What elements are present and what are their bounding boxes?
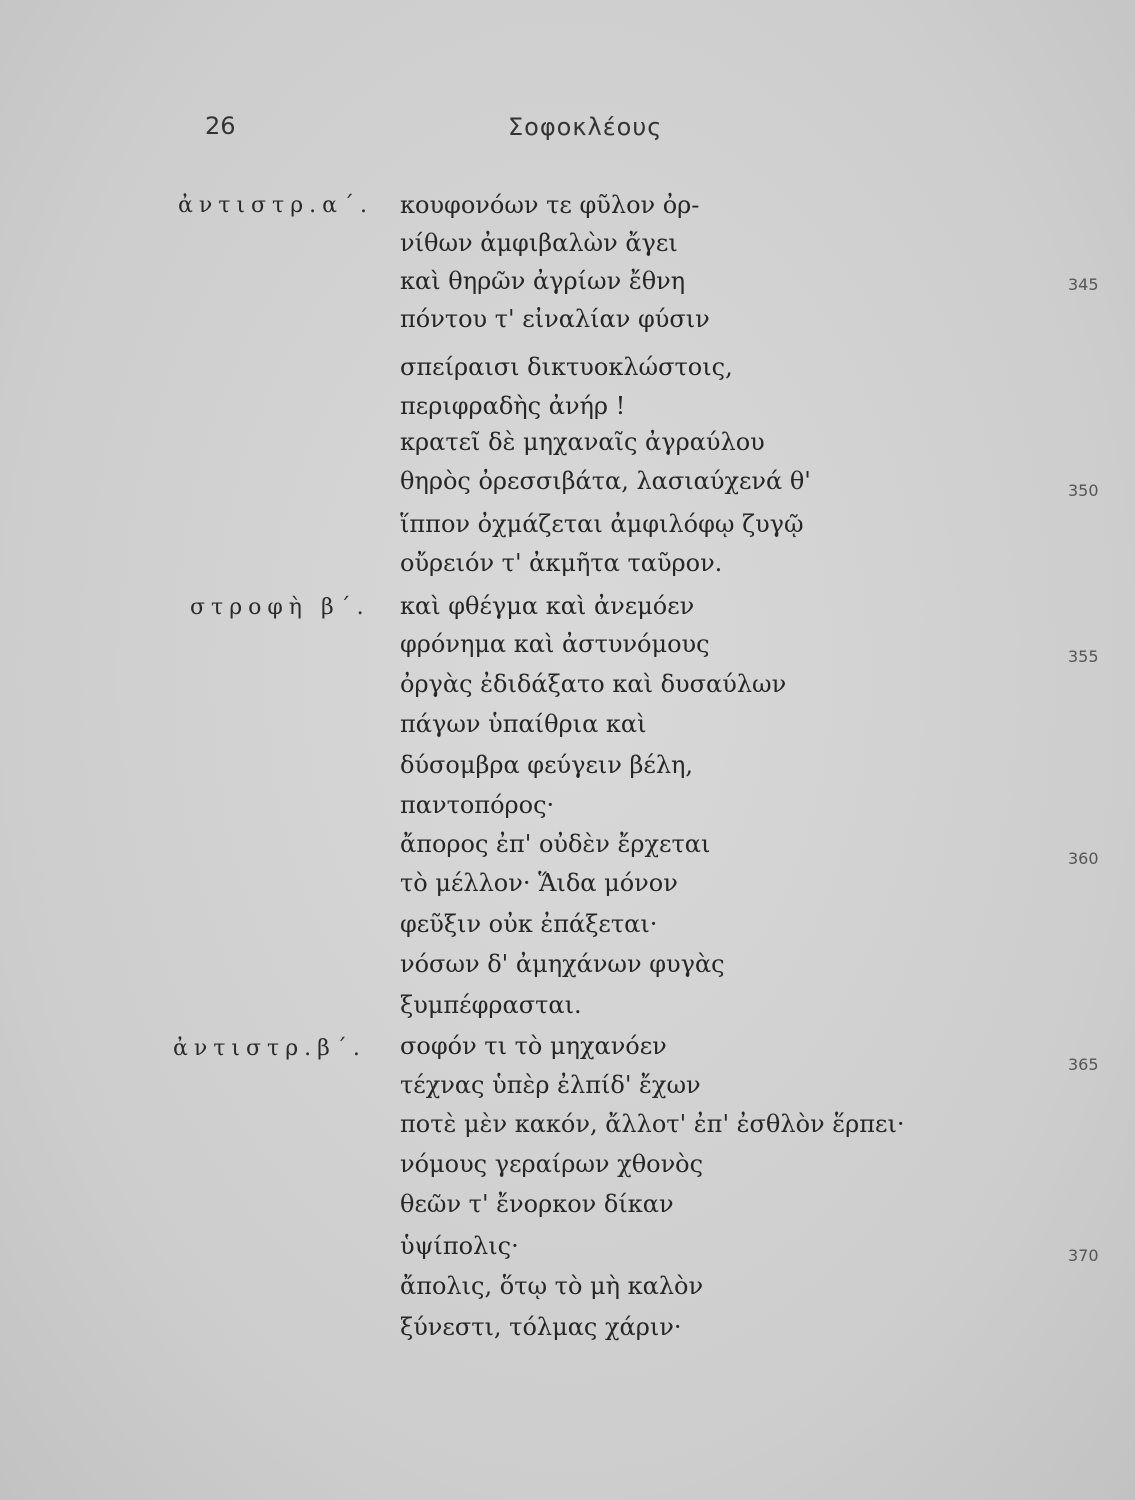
verse-line: τέχνας ὑπὲρ ἐλπίδ' ἔχων bbox=[400, 1071, 701, 1099]
verse-line: περιφραδὴς ἀνήρ ! bbox=[400, 392, 626, 420]
verse-line: κουφονόων τε φῦλον ὀρ- bbox=[400, 191, 700, 219]
line-number: 345 bbox=[1068, 275, 1099, 294]
verse-line: φεῦξιν οὐκ ἐπάξεται· bbox=[400, 910, 658, 938]
verse-line: τὸ μέλλον· Ἅιδα μόνον bbox=[400, 869, 678, 897]
verse-line: ἄπολις, ὅτῳ τὸ μὴ καλὸν bbox=[400, 1272, 704, 1300]
line-number: 350 bbox=[1068, 481, 1099, 500]
verse-line: οὔρειόν τ' ἀκμῆτα ταῦρον. bbox=[400, 549, 723, 577]
verse-line: σπείραισι δικτυοκλώστοις, bbox=[400, 353, 733, 381]
verse-line: κρατεῖ δὲ μηχαναῖς ἀγραύλου bbox=[400, 428, 765, 456]
verse-line: φρόνημα καὶ ἀστυνόμους bbox=[400, 630, 710, 658]
section-label-antistrophe-b: ἀντιστρ.β΄. bbox=[173, 1036, 366, 1061]
verse-line: παντοπόρος· bbox=[400, 791, 555, 819]
verse-line: θηρὸς ὀρεσσιβάτα, λασιαύχενά θ' bbox=[400, 467, 811, 495]
verse-line: δύσομβρα φεύγειν βέλη, bbox=[400, 751, 694, 779]
verse-line: πόντου τ' εἰναλίαν φύσιν bbox=[400, 305, 710, 333]
line-number: 355 bbox=[1068, 647, 1099, 666]
verse-line: νόσων δ' ἀμηχάνων φυγὰς bbox=[400, 950, 725, 978]
running-title: Σοφοκλέους bbox=[508, 113, 663, 141]
verse-line: σοφόν τι τὸ μηχανόεν bbox=[400, 1032, 667, 1060]
verse-line: καὶ φθέγμα καὶ ἀνεμόεν bbox=[400, 592, 695, 620]
verse-line: ξυμπέφρασται. bbox=[400, 991, 582, 1019]
verse-line: καὶ θηρῶν ἀγρίων ἔθνη bbox=[400, 267, 686, 295]
line-number: 370 bbox=[1068, 1246, 1099, 1265]
section-label-antistrophe-a: ἀντιστρ.α΄. bbox=[178, 193, 373, 218]
section-label-strophe-b: στροφὴ β΄. bbox=[190, 595, 370, 620]
verse-line: ποτὲ μὲν κακόν, ἄλλοτ' ἐπ' ἐσθλὸν ἕρπει· bbox=[400, 1110, 905, 1138]
verse-line: ὀργὰς ἐδιδάξατο καὶ δυσαύλων bbox=[400, 670, 787, 698]
line-number: 360 bbox=[1068, 849, 1099, 868]
verse-line: νόμους γεραίρων χθονὸς bbox=[400, 1150, 704, 1178]
verse-line: νίθων ἀμφιβαλὼν ἄγει bbox=[400, 229, 678, 257]
page-number: 26 bbox=[205, 112, 236, 140]
verse-line: ξύνεστι, τόλμας χάριν· bbox=[400, 1313, 682, 1341]
verse-line: ἄπορος ἐπ' οὐδὲν ἔρχεται bbox=[400, 830, 711, 858]
verse-line: πάγων ὑπαίθρια καὶ bbox=[400, 710, 647, 738]
verse-line: ὑψίπολις· bbox=[400, 1232, 519, 1260]
line-number: 365 bbox=[1068, 1055, 1099, 1074]
verse-line: ἵππον ὀχμάζεται ἀμφιλόφῳ ζυγῷ bbox=[400, 510, 804, 538]
verse-line: θεῶν τ' ἔνορκον δίκαν bbox=[400, 1190, 674, 1218]
